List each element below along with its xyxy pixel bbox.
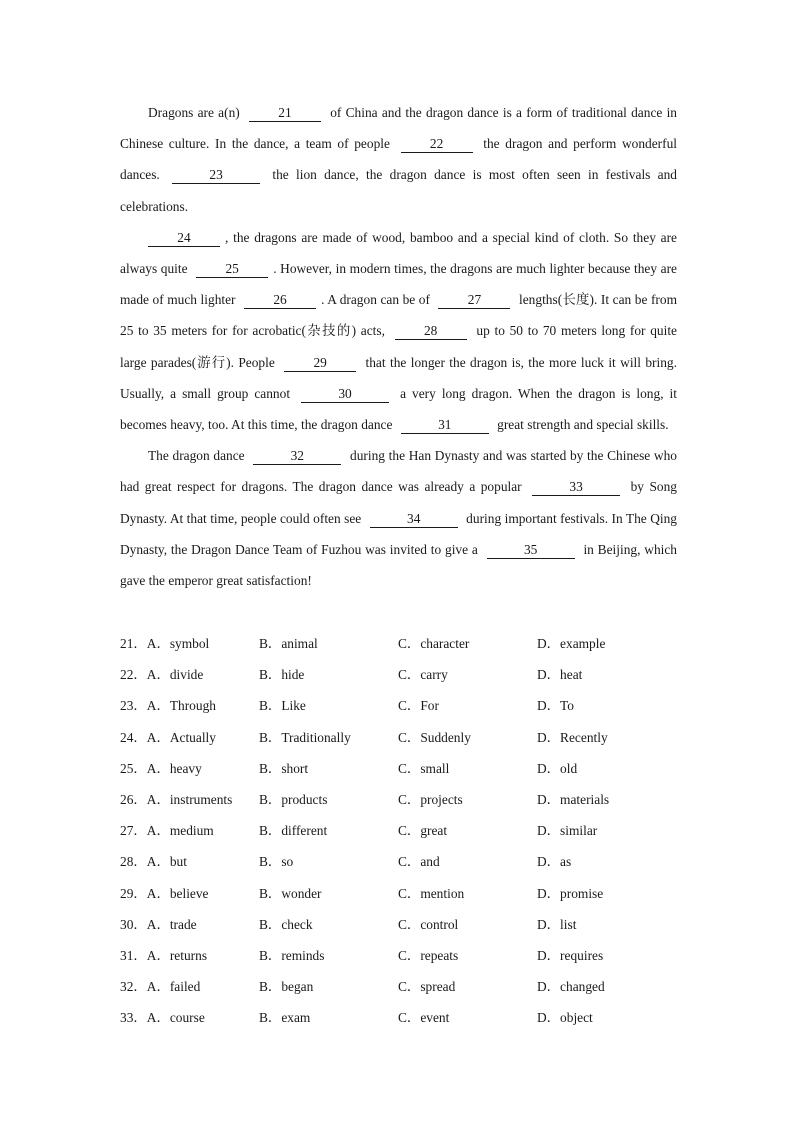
blank-31: 31 bbox=[401, 417, 489, 434]
question-option-a: 25．A．heavy bbox=[120, 760, 202, 776]
passage-text: by Song Dynasty. At that time, people could often see bbox=[120, 479, 677, 526]
paragraph-1 bbox=[120, 97, 677, 222]
question-option-b: B．wonder bbox=[259, 885, 322, 901]
question-option-c: C．small bbox=[398, 760, 450, 776]
question-row bbox=[120, 628, 680, 659]
question-option-d: D．heat bbox=[537, 667, 583, 683]
question-row bbox=[120, 846, 680, 877]
question-option-b: B．different bbox=[259, 823, 328, 839]
question-option-b: B．products bbox=[259, 791, 328, 807]
question-option-c: C．mention bbox=[398, 885, 465, 901]
question-option-d: D．promise bbox=[537, 885, 604, 901]
question-option-c: C．spread bbox=[398, 979, 456, 995]
question-option-b: B．short bbox=[259, 760, 309, 776]
question-option-a: 24．A．Actually bbox=[120, 729, 216, 745]
question-option-a: 23．A．Through bbox=[120, 698, 216, 714]
question-option-b: B．Like bbox=[259, 698, 306, 714]
passage-text: up to 50 to 70 meters long for quite large parades(游行). People bbox=[120, 323, 677, 370]
question-option-a: 32．A．failed bbox=[120, 979, 201, 995]
blank-30: 30 bbox=[301, 386, 389, 403]
question-option-d: D．changed bbox=[537, 979, 605, 995]
passage-text: . However, in modern times, the dragons are much lighter because they are made of much lighter bbox=[120, 261, 678, 308]
passage-text: . A dragon can be of bbox=[321, 292, 434, 308]
question-option-d: D．list bbox=[537, 916, 577, 932]
question-option-b: B．reminds bbox=[259, 947, 325, 963]
question-option-b: B．animal bbox=[259, 636, 318, 651]
passage-text: the lion dance, the dragon dance is most often seen in festivals and celebrations. bbox=[120, 167, 677, 214]
question-row bbox=[120, 940, 680, 971]
question-option-b: B．so bbox=[259, 854, 294, 870]
question-option-c: C．carry bbox=[398, 667, 448, 683]
question-option-a: 33．A．course bbox=[120, 1010, 205, 1026]
question-option-c: C．projects bbox=[398, 791, 463, 807]
question-option-b: B．check bbox=[259, 916, 313, 932]
passage-text: during important festivals. In The Qing Dynasty, the Dragon Dance Team of Fuzhou was invited to give a bbox=[120, 510, 677, 557]
question-options bbox=[120, 628, 680, 1033]
question-option-d: D．example bbox=[537, 636, 606, 651]
paragraph-3 bbox=[120, 440, 677, 596]
question-option-c: C．repeats bbox=[398, 947, 459, 963]
question-option-c: C．and bbox=[398, 854, 440, 870]
question-option-a: 22．A．divide bbox=[120, 667, 204, 683]
cloze-passage bbox=[120, 97, 677, 596]
question-option-b: B．exam bbox=[259, 1010, 311, 1026]
question-option-b: B．hide bbox=[259, 667, 305, 683]
question-option-d: D．Recently bbox=[537, 729, 608, 745]
blank-32: 32 bbox=[253, 448, 341, 465]
question-option-d: D．old bbox=[537, 760, 578, 776]
question-option-d: D．similar bbox=[537, 823, 598, 839]
question-option-c: C．For bbox=[398, 698, 439, 714]
question-row bbox=[120, 971, 680, 1002]
question-row bbox=[120, 909, 680, 940]
question-option-d: D．requires bbox=[537, 947, 604, 963]
question-option-a: 26．A．instruments bbox=[120, 791, 233, 807]
blank-25: 25 bbox=[196, 261, 268, 278]
passage-text: , the dragons are made of wood, bamboo and a special kind of cloth. So they are always quite bbox=[120, 229, 677, 277]
question-option-a: 21．A．symbol bbox=[120, 636, 210, 651]
question-row bbox=[120, 784, 680, 815]
question-option-d: D．as bbox=[537, 854, 572, 870]
passage-text: that the longer the dragon is, the more luck it will bring. Usually, a small group cannot bbox=[120, 354, 677, 401]
passage-text: the dragon and perform wonderful dances. bbox=[120, 136, 677, 183]
question-option-d: D．object bbox=[537, 1010, 593, 1026]
question-row bbox=[120, 815, 680, 846]
blank-28: 28 bbox=[395, 323, 467, 340]
question-option-c: C．control bbox=[398, 916, 459, 932]
passage-text: Dragons are a(n) bbox=[148, 105, 244, 120]
question-row bbox=[120, 878, 680, 909]
blank-24: 24 bbox=[148, 230, 220, 247]
question-row bbox=[120, 690, 680, 721]
question-option-c: C．event bbox=[398, 1010, 450, 1026]
passage-text: a very long dragon. When the dragon is long, it becomes heavy, too. At this time, the dragon dance bbox=[120, 385, 677, 433]
question-option-c: C．Suddenly bbox=[398, 729, 471, 745]
question-row bbox=[120, 753, 680, 784]
passage-text: during the Han Dynasty and was started by the Chinese who had great respect for dragons. The dragon dance was already a popular bbox=[120, 448, 677, 495]
question-row bbox=[120, 1002, 680, 1033]
blank-35: 35 bbox=[487, 542, 575, 559]
paragraph-2 bbox=[120, 222, 677, 440]
blank-27: 27 bbox=[438, 292, 510, 309]
question-option-c: C．great bbox=[398, 823, 448, 839]
blank-22: 22 bbox=[401, 136, 473, 153]
question-option-d: D．materials bbox=[537, 791, 610, 807]
passage-text: in Beijing, which gave the emperor great satisfaction! bbox=[120, 541, 677, 589]
question-option-a: 28．A．but bbox=[120, 854, 187, 870]
question-row bbox=[120, 722, 680, 753]
question-option-c: C．character bbox=[398, 636, 470, 651]
question-option-d: D．To bbox=[537, 698, 575, 714]
question-option-b: B．Traditionally bbox=[259, 729, 351, 745]
question-option-a: 27．A．medium bbox=[120, 823, 214, 839]
blank-33: 33 bbox=[532, 479, 620, 496]
question-option-a: 31．A．returns bbox=[120, 947, 208, 963]
question-option-a: 29．A．believe bbox=[120, 885, 209, 901]
passage-text: The dragon dance bbox=[148, 448, 249, 464]
question-row bbox=[120, 659, 680, 690]
passage-text: great strength and special skills. bbox=[493, 417, 669, 433]
blank-34: 34 bbox=[370, 511, 458, 528]
question-option-b: B．began bbox=[259, 979, 314, 995]
passage-text: of China and the dragon dance is a form of traditional dance in Chinese culture. In the dance, a team of people bbox=[120, 105, 677, 152]
blank-29: 29 bbox=[284, 355, 356, 372]
blank-23: 23 bbox=[172, 167, 260, 184]
question-option-a: 30．A．trade bbox=[120, 916, 197, 932]
blank-26: 26 bbox=[244, 292, 316, 309]
blank-21: 21 bbox=[249, 105, 321, 122]
passage-text: lengths(长度). It can be from 25 to 35 meters for for acrobatic(杂技的) acts, bbox=[120, 292, 677, 339]
